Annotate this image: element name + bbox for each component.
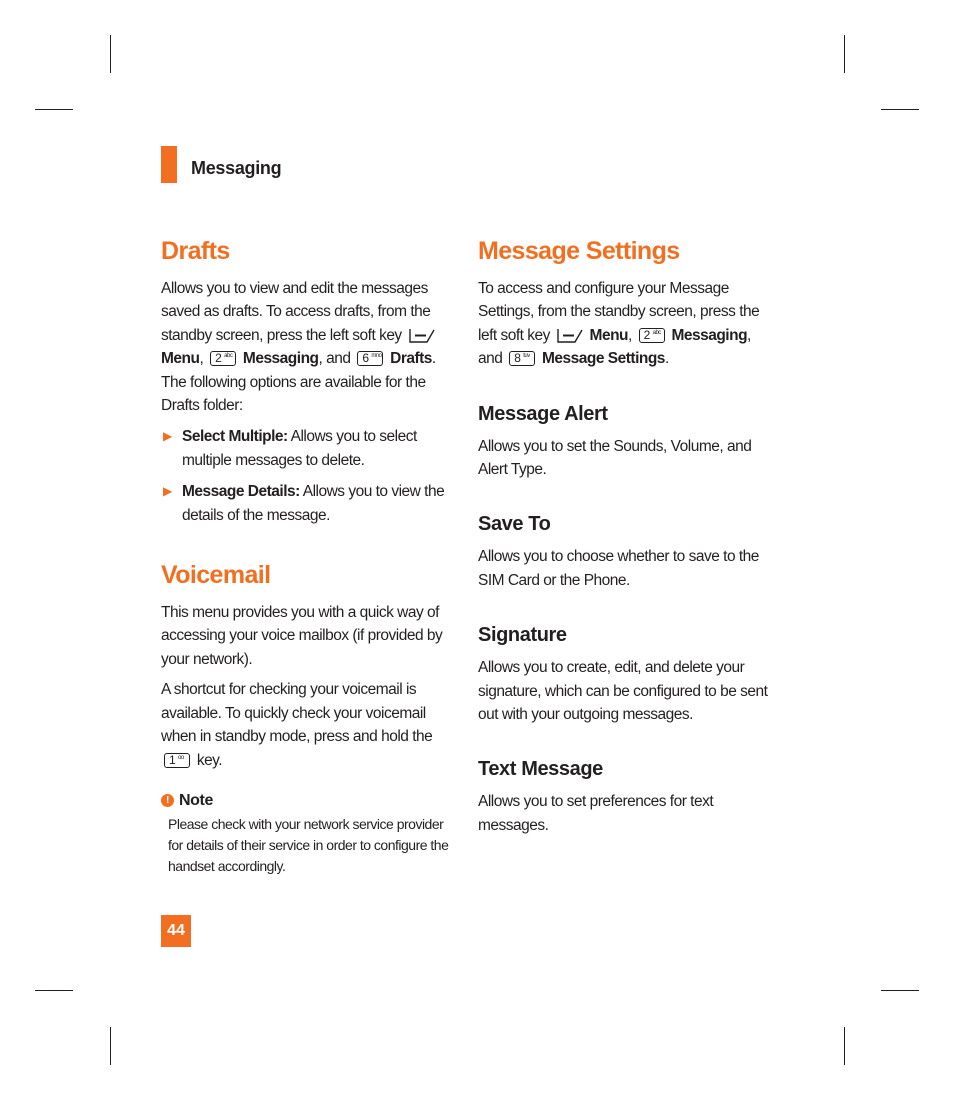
bullet-arrow-icon: ▶ [163,429,172,444]
drafts-heading: Drafts [161,237,230,265]
bullet-message-details: ▶ Message Details: Allows you to view the details of the message. [161,480,451,527]
message-alert-text: Allows you to set the Sounds, Volume, and Alert Type. [478,437,752,479]
messaging-label: Messaging [671,326,748,344]
message-settings-heading: Message Settings [478,237,680,265]
drafts-label: Drafts [390,350,432,368]
key-6-icon: 6 mno [357,351,383,366]
signature-heading: Signature [478,624,567,647]
left-soft-key-icon [557,328,583,343]
section-title: Messaging [191,158,282,178]
save-to-text: Allows you to choose whether to save to the SIM Card or the Phone. [478,548,759,589]
message-settings-label: Message Settings [542,350,665,368]
left-soft-key-icon [409,328,435,343]
crop-mark [844,1027,845,1065]
note-body: Please check with your network service provider for details of their service in order to configure the handset accordingly. [168,815,449,874]
page-number: 44 [161,915,191,947]
messaging-label: Messaging [242,350,319,368]
right-column [478,235,768,837]
message-settings-intro: To access and configure your Message Settings, from the standby screen, press the left soft key Menu, 2 abc Messaging, and 8 tuv Message Settings. [478,280,760,368]
text-message-text: Allows you to set preferences for text messages. [478,793,714,834]
crop-mark [35,109,73,110]
drafts-intro: Allows you to view and edit the messages saved as drafts. To access drafts, from the standby screen, press the left soft key Menu, 2 abc Messaging, and 6 mno Drafts. The following options are available for the Drafts folder: [161,280,436,415]
key-2-icon: 2 abc [210,351,236,366]
text-message-heading: Text Message [478,758,603,781]
note-alert-icon: ! [161,794,174,807]
voicemail-heading: Voicemail [161,561,271,590]
key-1-icon: 1 oo [164,753,190,768]
crop-mark [35,990,73,991]
note-heading: ! Note [161,792,451,810]
crop-mark [844,35,845,73]
crop-mark [881,109,919,110]
message-alert-heading: Message Alert [478,402,608,425]
bullet-arrow-icon: ▶ [163,484,172,499]
left-column [161,235,451,877]
crop-mark [881,990,919,991]
crop-mark [110,1027,111,1065]
crop-mark [110,35,111,73]
section-marker [161,146,177,183]
voicemail-paragraph-1: This menu provides you with a quick way of accessing your voice mailbox (if provided by your network). [161,604,443,668]
save-to-heading: Save To [478,513,551,536]
key-8-icon: 8 tuv [509,351,535,366]
voicemail-paragraph-2: A shortcut for checking your voicemail is available. To quickly check your voicemail when in standby mode, press and hold the 1 oo key. [161,681,433,769]
menu-label: Menu [161,350,200,368]
signature-text: Allows you to create, edit, and delete your signature, which can be configured to be sent out with your outgoing messages. [478,659,768,724]
bullet-select-multiple: ▶ Select Multiple: Allows you to select multiple messages to delete. [161,425,451,472]
key-2-icon: 2 abc [639,328,665,343]
menu-label: Menu [589,326,628,344]
